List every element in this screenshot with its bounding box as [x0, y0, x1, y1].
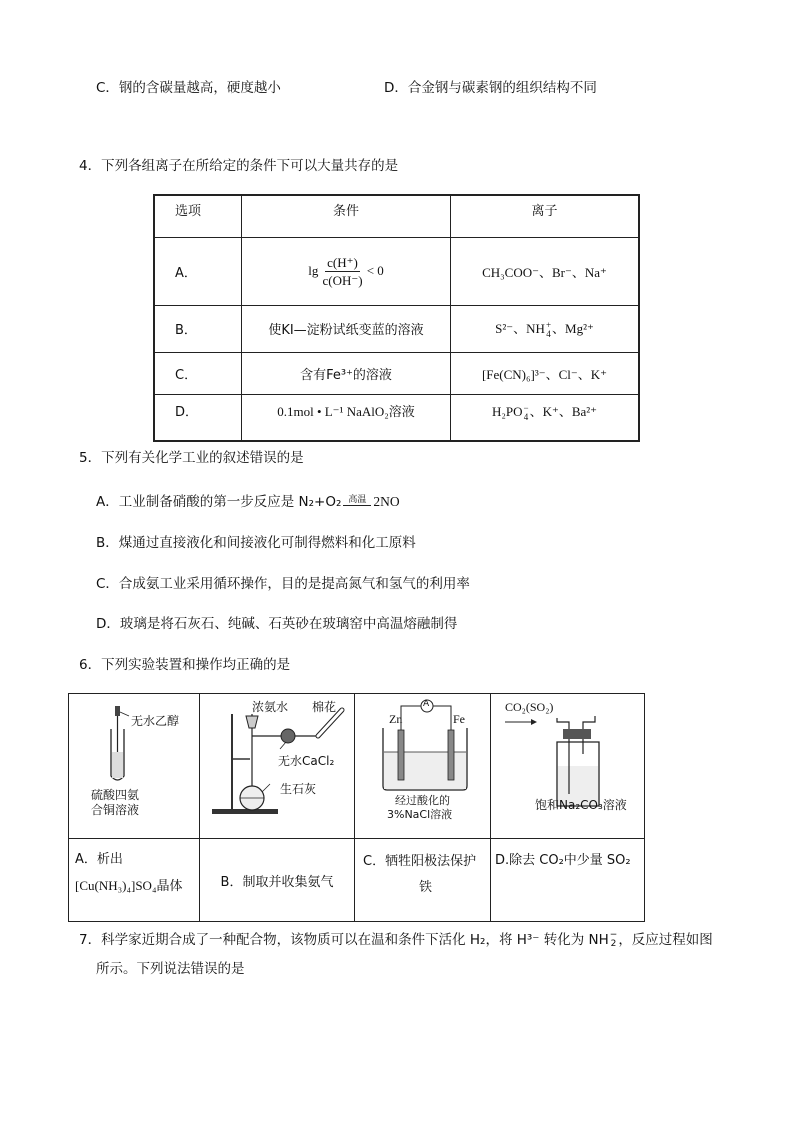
label-gas: CO₂(SO₂)	[505, 700, 554, 714]
drying-tube	[281, 729, 295, 743]
row-condition: 使KI—淀粉试纸变蓝的溶液	[242, 305, 451, 352]
table-row	[154, 237, 639, 305]
q7-stem	[79, 928, 713, 949]
ion-subscript: 4	[523, 411, 529, 422]
q7-stem-2: 所示。下列说法错误的是	[96, 961, 245, 977]
caption-a-line2: [Cu(NH₃)₄]SO₄晶体	[75, 878, 183, 893]
ion-subscript: 2	[610, 939, 617, 949]
q6-table	[68, 693, 645, 922]
q4-header-row	[154, 195, 639, 237]
gas-washing-figure	[491, 694, 647, 839]
header-condition: 条件	[242, 195, 451, 237]
label-nacl: 3%NaCl溶液	[387, 808, 453, 821]
lg-text: lg	[308, 262, 319, 278]
table-row	[154, 305, 639, 352]
reaction-arrow	[343, 496, 371, 509]
figure-b-cell	[200, 694, 355, 839]
q5-stem: 5．下列有关化学工业的叙述错误的是	[79, 450, 304, 466]
q5-option-b: B．煤通过直接液化和间接液化可制得燃料和化工原料	[96, 535, 416, 551]
caption-row	[69, 839, 645, 922]
ammeter-label: A	[423, 699, 430, 709]
label-fe: Fe	[453, 712, 465, 726]
header-option: 选项	[154, 195, 242, 237]
figure-c-cell	[355, 694, 491, 839]
header-ions: 离子	[451, 195, 640, 237]
label-na2co3: 饱和Na₂CO₃溶液	[535, 798, 627, 812]
caption-d: D.除去 CO₂中少量 SO₂	[491, 839, 645, 922]
row-option: D．	[154, 394, 242, 441]
q5-option-a	[96, 490, 400, 510]
caption-c	[355, 839, 491, 922]
row-ions	[451, 305, 640, 352]
wire-right	[433, 706, 451, 730]
row-ions: [Fe(CN)₆]³⁻、Cl⁻、K⁺	[451, 352, 640, 394]
figure-d-cell	[491, 694, 645, 839]
ion-charge: +	[545, 320, 552, 330]
label-solution-2: 合铜溶液	[91, 803, 140, 817]
q7-stem-a: 7．科学家近期合成了一种配合物，该物质可以在温和条件下活化 H₂，将 H³⁻ 转化为 NH	[79, 932, 609, 948]
fraction-denominator: c(OH⁻)	[322, 272, 363, 288]
ion-subscript: 4	[546, 329, 551, 339]
q4-stem: 4．下列各组离子在所给定的条件下可以大量共存的是	[79, 158, 399, 174]
row-condition: 含有Fe³⁺的溶液	[242, 352, 451, 394]
label-acidified: 经过酸化的	[395, 794, 450, 807]
q5-option-d: D．玻璃是将石灰石、纯碱、石英砂在玻璃窑中高温熔融制得	[96, 616, 458, 632]
table-row	[154, 352, 639, 394]
figure-row	[69, 694, 645, 839]
caption-b: B．制取并收集氨气	[200, 839, 355, 922]
fraction	[322, 254, 362, 289]
ion-charge-stack	[546, 321, 551, 339]
outlet-tube	[583, 716, 595, 729]
tube-liquid	[112, 752, 123, 778]
stand-base	[212, 809, 278, 814]
q7-stem-b: ，反应过程如图	[618, 932, 713, 948]
figure-a-cell	[69, 694, 200, 839]
label-pointer	[120, 712, 129, 716]
reaction-condition: 高温	[348, 494, 367, 505]
label-cotton: 棉花	[312, 700, 337, 714]
ion-charge-stack	[610, 931, 618, 949]
row-option: A．	[154, 237, 242, 305]
ion-charge: −	[609, 930, 618, 940]
q4-table	[153, 194, 640, 442]
row-option: B．	[154, 305, 242, 352]
fe-electrode	[448, 730, 454, 780]
option-a-text: A．工业制备硝酸的第一步反应是 N₂+O₂	[96, 494, 342, 510]
row-ions: CH₃COO⁻、Br⁻、Na⁺	[451, 237, 640, 305]
label-cacl2: 无水CaCl₂	[278, 754, 335, 768]
label-ethanol: 无水乙醇	[131, 714, 180, 728]
ion-charge-stack	[524, 404, 529, 422]
ion-charge: −	[523, 402, 529, 413]
label-solution-1: 硫酸四氨	[91, 788, 140, 802]
q3-option-d: D．合金钢与碳素钢的组织结构不同	[384, 80, 597, 96]
caption-c-line2: 铁	[419, 880, 433, 895]
fraction-numerator: c(H⁺)	[327, 254, 358, 270]
dropping-funnel	[246, 716, 258, 728]
arrow-head	[531, 719, 537, 725]
row-option: C．	[154, 352, 242, 394]
option-a-product: 2NO	[373, 494, 400, 509]
bottle-stopper	[563, 729, 591, 739]
inlet-tube	[557, 718, 569, 729]
caption-a-line1: A．析出	[75, 852, 123, 867]
dropper-bulb	[115, 706, 120, 716]
zn-electrode	[398, 730, 404, 780]
label-quicklime: 生石灰	[280, 782, 317, 796]
table-row	[154, 394, 639, 441]
q6-stem: 6．下列实验装置和操作均正确的是	[79, 657, 291, 673]
q5-option-c: C．合成氨工业采用循环操作，目的是提高氮气和氢气的利用率	[96, 576, 470, 592]
label-zn: Zn	[389, 712, 403, 726]
row-condition	[242, 237, 451, 305]
inequality: < 0	[366, 262, 384, 278]
caption-c-line1: C．牺牲阳极法保护	[363, 854, 477, 869]
label-ammonia-water: 浓氨水	[252, 700, 289, 714]
row-ions	[451, 394, 640, 441]
arrow-line	[343, 505, 371, 509]
ions-part-b: 、Mg²⁺	[552, 320, 594, 336]
ions-part-a: S²⁻、NH	[495, 320, 545, 336]
q3-option-c: C．钢的含碳量越高，硬度越小	[96, 80, 281, 96]
ions-part-a: H₂PO	[491, 403, 523, 419]
wire-left	[401, 706, 421, 730]
row-condition: 0.1mol • L⁻¹ NaAlO₂溶液	[242, 394, 451, 441]
label-pointer	[280, 742, 286, 749]
label-pointer	[262, 784, 270, 792]
ions-part-b: 、K⁺、Ba²⁺	[529, 403, 598, 419]
caption-a	[69, 839, 200, 922]
